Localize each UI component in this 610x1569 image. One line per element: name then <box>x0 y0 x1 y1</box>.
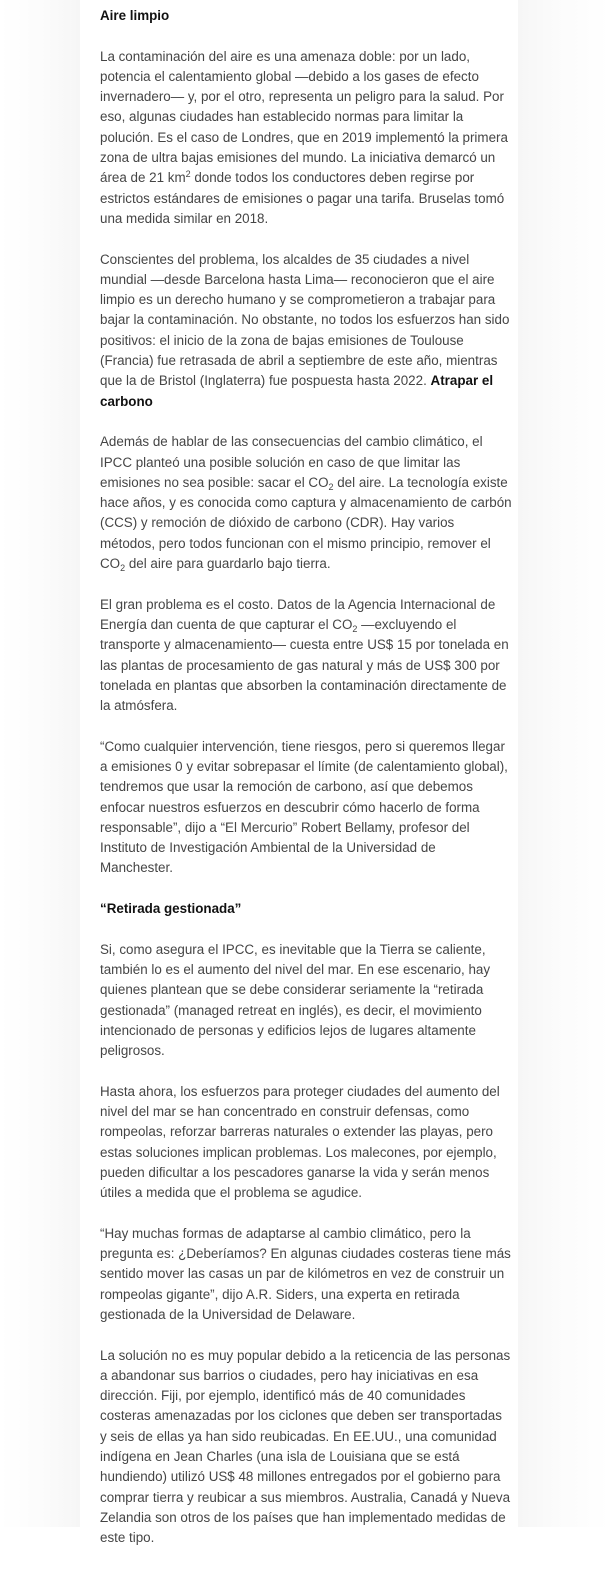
paragraph-text: donde todos los conductores deben regirse por estrictos estándares de emisiones o pagar una tarifa. Bruselas tomó una medida similar en 2018. <box>100 170 505 226</box>
paragraph-text: —excluyendo el transporte y almacenamiento— cuesta entre US$ 15 por tonelada en las plantas de procesamiento de gas natural y más de US$ 300 por tonelada en plantas que absorben la contaminación directamente de la atmósfera. <box>100 616 509 714</box>
page-margin-right <box>518 0 610 1527</box>
superscript: 2 <box>185 169 191 180</box>
paragraph-text: El gran problema es el costo. Datos de la Agencia Internacional de Energía dan cuenta de que capturar el CO <box>100 596 496 632</box>
paragraph-carbono-1 <box>100 432 512 574</box>
paragraph-retirada-4: La solución no es muy popular debido a la reticencia de las personas a abandonar sus barrios o ciudades, pero hay iniciativas en esa dirección. Fiji, por ejemplo, identificó más de 40 comunidades costeras amenazadas por los ciclones que deben ser transportadas y seis de ellas ya han sido reubicadas. En EE.UU., una comunidad indígena en Jean Charles (una isla de Louisiana que se está hundiendo) utilizó US$ 48 millones entregados por el gobierno para comprar tierra y reubicar a sus miembros. Australia, Canadá y Nueva Zelandia son otros de los países que han implementado medidas de este tipo. <box>100 1347 511 1546</box>
paragraph-carbono-3: “Como cualquier intervención, tiene riesgos, pero si queremos llegar a emisiones 0 y evitar sobrepasar el límite (de calentamiento global), tendremos que usar la remoción de carbono, así que debemos enfocar nuestros esfuerzos en descubrir cómo hacerlo de forma responsable”, dijo a “El Mercurio” Robert Bellamy, profesor del Instituto de Investigación Ambiental de la Universidad de Manchester. <box>100 738 508 876</box>
paragraph-text: Además de hablar de las consecuencias del cambio climático, el IPCC planteó una posible solución en caso de que limitar las emisiones no sea posible: sacar el CO <box>100 434 483 490</box>
paragraph-aire-limpio-2 <box>100 250 512 412</box>
paragraph-retirada-3: “Hay muchas formas de adaptarse al cambio climático, pero la pregunta es: ¿Deberíamos? En algunas ciudades costeras tiene más sentido mover las casas un par de kilómetros en vez de construir un rompeolas gigante”, dijo A.R. Siders, una experta en retirada gestionada de la Universidad de Delaware. <box>100 1225 511 1322</box>
subscript: 2 <box>352 623 358 634</box>
section-heading-atrapar-el-carbono: Atrapar el carbono <box>100 373 494 409</box>
section-heading-aire-limpio: Aire limpio <box>100 8 170 23</box>
paragraph-carbono-2 <box>100 595 512 717</box>
page-margin-left <box>0 0 80 1527</box>
paragraph-aire-limpio-1 <box>100 47 512 230</box>
paragraph-text: del aire para guardarlo bajo tierra. <box>125 556 331 572</box>
article-body <box>100 6 512 1569</box>
section-heading-retirada-gestionada: “Retirada gestionada” <box>100 901 242 917</box>
paragraph-retirada-1: Si, como asegura el IPCC, es inevitable que la Tierra se caliente, también lo es el aumento del nivel del mar. En ese escenario, hay quienes plantean que se debe considerar seriamente la “retirada gestionada” (managed retreat en inglés), es decir, el movimiento intencionado de personas y edificios lejos de lugares altamente peligrosos. <box>100 941 491 1059</box>
subscript: 2 <box>120 563 126 574</box>
subscript: 2 <box>328 481 334 492</box>
paragraph-text: Conscientes del problema, los alcaldes de 35 ciudades a nivel mundial —desde Barcelona hasta Lima— reconocieron que el aire limpio es un derecho humano y se comprometieron a trabajar para bajar la contaminación. No obstante, no todos los esfuerzos han sido positivos: el inicio de la zona de bajas emisiones de Toulouse (Francia) fue retrasada de abril a septiembre de este año, mientras que la de Bristol (Inglaterra) fue pospuesta hasta 2022. <box>100 251 510 389</box>
paragraph-text: La contaminación del aire es una amenaza doble: por un lado, potencia el calentamiento global —debido a los gases de efecto invernadero— y, por el otro, representa un peligro para la salud. Por eso, algunas ciudades han establecido normas para limitar la polución. Es el caso de Londres, que en 2019 implementó la primera zona de ultra bajas emisiones del mundo. La iniciativa demarcó un área de 21 km <box>100 48 508 186</box>
paragraph-retirada-2: Hasta ahora, los esfuerzos para proteger ciudades del aumento del nivel del mar se han concentrado en construir defensas, como rompeolas, reforzar barreras naturales o extender las playas, pero estas soluciones implican problemas. Los malecones, por ejemplo, pueden dificultar a los pescadores ganarse la vida y serán menos útiles a medida que el problema se agudice. <box>100 1083 500 1201</box>
paragraph-text: del aire. La tecnología existe hace años, y es conocida como captura y almacenamiento de carbón (CCS) y remoción de dióxido de carbono (CDR). Hay varios métodos, pero todos funcionan con el mismo principio, remover el CO <box>100 474 512 572</box>
